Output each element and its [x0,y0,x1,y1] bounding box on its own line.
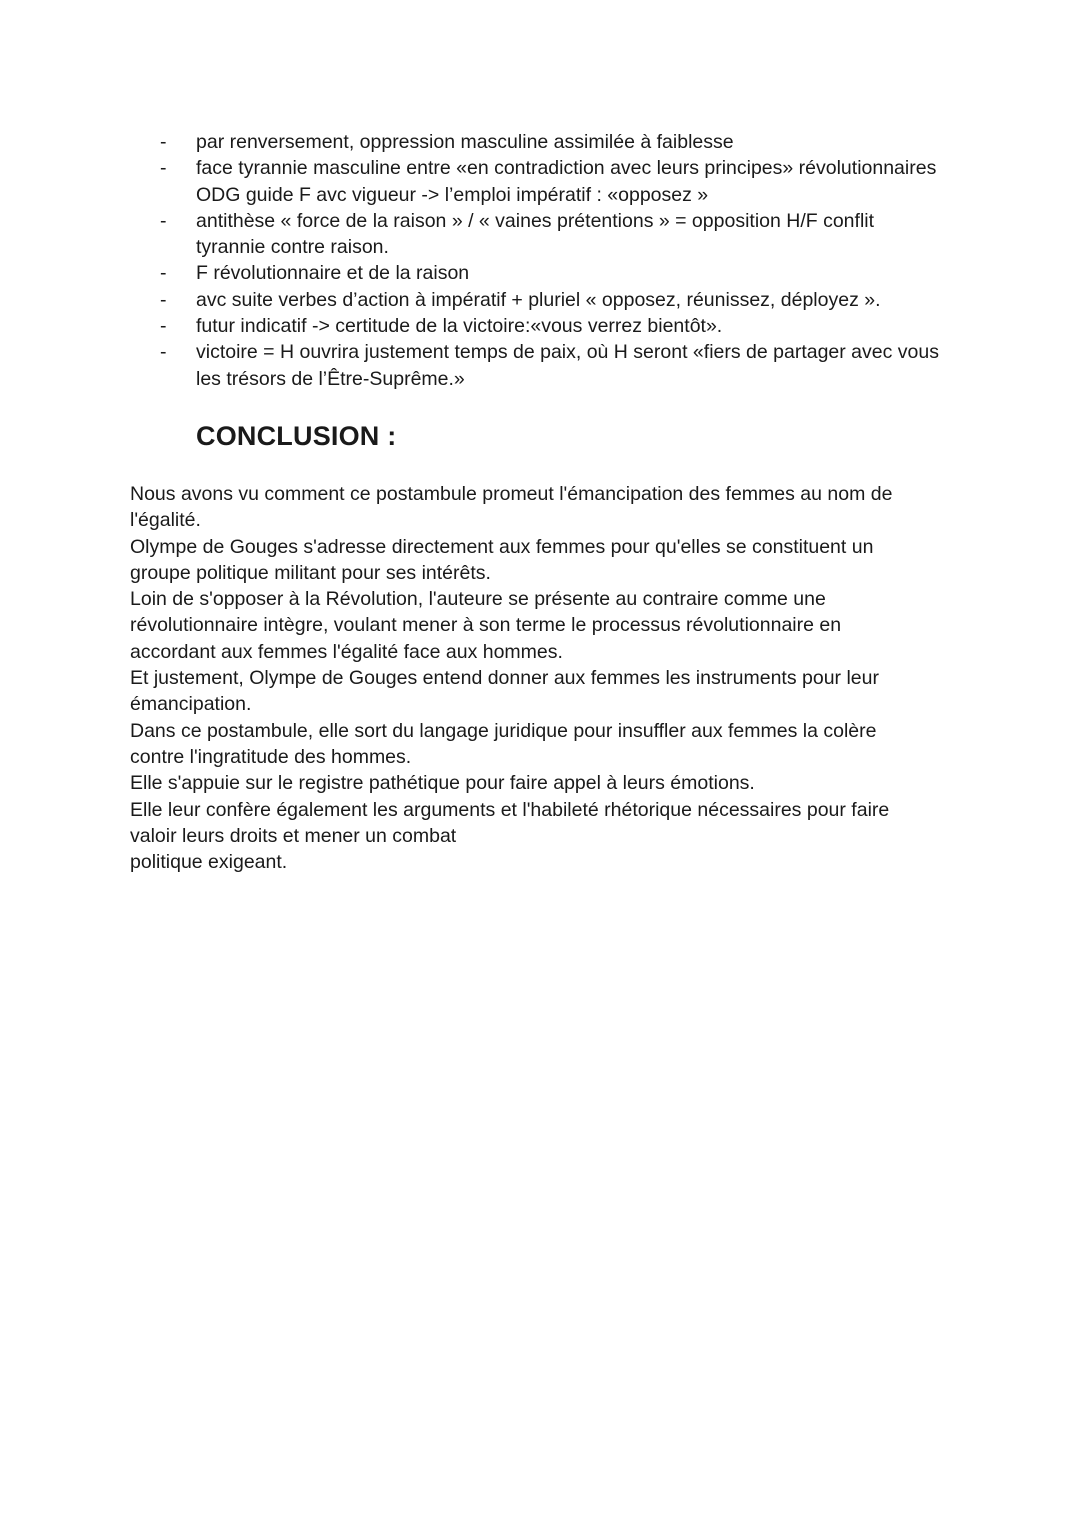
bullet-text: avc suite verbes d’action à impératif + pluriel « opposez, réunissez, déployez ». [196,288,881,311]
bullet-text: F révolutionnaire et de la raison [196,262,470,285]
conclusion-paragraph: Elle leur confère également les arguments et l'habileté rhétorique nécessaires pour faire valoir leurs droits et mener un combat [130,798,890,847]
conclusion-paragraph: Et justement, Olympe de Gouges entend donner aux femmes les instruments pour leur émancipation. [130,667,879,716]
conclusion-paragraph: Loin de s'opposer à la Révolution, l'auteure se présente au contraire comme une révolutionnaire intègre, voulant mener à son terme le processus révolutionnaire en accordant aux femmes l'égalité face aux hommes. [130,588,842,663]
bullet-item [160,129,940,155]
bullet-text: par renversement, oppression masculine assimilée à faiblesse [196,131,734,153]
bullet-item [160,287,940,313]
bullet-dash: - [160,341,167,364]
bullet-dash: - [160,131,167,153]
bullet-text: victoire = H ouvrira justement temps de paix, où H seront «fiers de partager avec vous les trésors de l’Être-Suprême.» [196,341,939,390]
bullet-text: antithèse « force de la raison » / « vaines prétentions » = opposition H/F conflit tyrannie contre raison. [196,209,875,259]
conclusion-paragraph: Elle s'appuie sur le registre pathétique pour faire appel à leurs émotions. [130,772,755,795]
conclusion-paragraph: Olympe de Gouges s'adresse directement aux femmes pour qu'elles se constituent un groupe politique militant pour ses intérêts. [130,535,874,584]
conclusion-body [130,481,930,875]
bullet-item [160,155,940,208]
bullet-item [160,208,940,261]
bullet-text: face tyrannie masculine entre «en contradiction avec leurs principes» révolutionnaires ODG guide F avc vigueur -> l’emploi impératif : «opposez » [196,157,937,206]
bullet-item [160,313,940,339]
bullet-dash: - [160,209,167,232]
bullet-item [160,260,940,286]
bullet-dash: - [160,157,167,180]
bullet-dash: - [160,288,167,311]
analysis-bullet-list [160,129,940,392]
conclusion-paragraph: Nous avons vu comment ce postambule promeut l'émancipation des femmes au nom de l'égalité. [130,483,893,532]
bullet-item [160,339,940,392]
bullet-dash: - [160,315,167,338]
conclusion-heading: CONCLUSION : [196,421,397,451]
bullet-text: futur indicatif -> certitude de la victoire:«vous verrez bientôt». [196,315,723,338]
conclusion-paragraph: Dans ce postambule, elle sort du langage juridique pour insuffler aux femmes la colère contre l'ingratitude des hommes. [130,719,877,768]
conclusion-paragraph: politique exigeant. [130,851,288,874]
bullet-dash: - [160,262,167,285]
